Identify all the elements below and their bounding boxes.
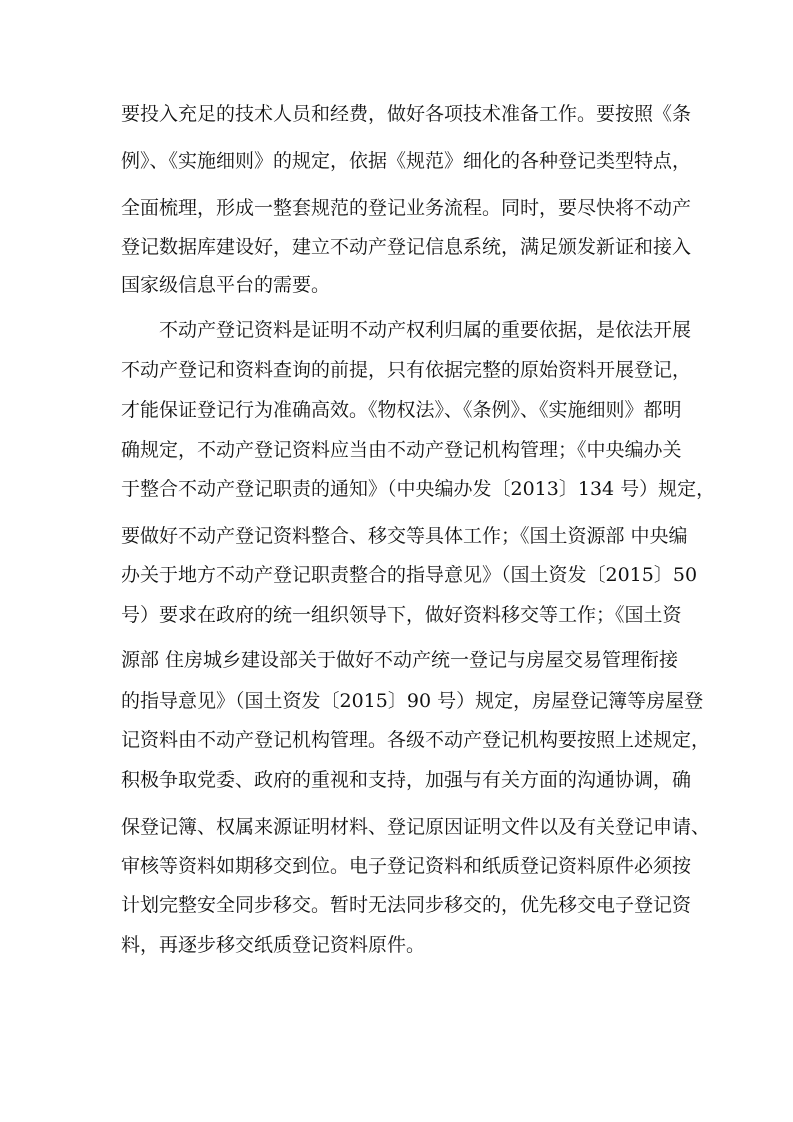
- paragraph-2-line: 确规定，不动产登记资料应当由不动产登记机构管理；《中央编办关: [121, 439, 682, 461]
- paragraph-1-line: 要投入充足的技术人员和经费，做好各项技术准备工作。要按照《条: [121, 103, 692, 125]
- paragraph-2-line: 源部 住房城乡建设部关于做好不动产统一登记与房屋交易管理衔接: [121, 649, 679, 671]
- paragraph-1-line: 国家级信息平台的需要。: [121, 274, 331, 296]
- paragraph-2-line: 计划完整安全同步移交。暂时无法同步移交的，优先移交电子登记资: [121, 894, 692, 916]
- paragraph-2-line: 才能保证登记行为准确高效。《物权法》、《条例》、《实施细则》都明: [121, 399, 682, 421]
- paragraph-2-line: 保登记簿、权属来源证明材料、登记原因证明文件以及有关登记申请、: [121, 816, 711, 838]
- paragraph-2-line: 的指导意见》（国土资发〔2015〕90 号）规定，房屋登记簿等房屋登: [121, 690, 704, 712]
- paragraph-2-line: 记资料由不动产登记机构管理。各级不动产登记机构要按照上述规定，: [121, 729, 711, 751]
- paragraph-2-line: 料，再逐步移交纸质登记资料原件。: [121, 934, 426, 956]
- paragraph-2-line: 不动产登记资料是证明不动产权利归属的重要依据，是依法开展: [159, 319, 692, 341]
- paragraph-2-line: 号）要求在政府的统一组织领导下，做好资料移交等工作；《国土资: [121, 604, 682, 626]
- paragraph-2-line: 审核等资料如期移交到位。电子登记资料和纸质登记资料原件必须按: [121, 855, 692, 877]
- paragraph-1-line: 登记数据库建设好，建立不动产登记信息系统，满足颁发新证和接入: [121, 236, 692, 258]
- paragraph-2-line: 不动产登记和资料查询的前提，只有依据完整的原始资料开展登记，: [121, 359, 692, 381]
- paragraph-1-line: 全面梳理，形成一整套规范的登记业务流程。同时，要尽快将不动产: [121, 197, 692, 219]
- paragraph-2-line: 积极争取党委、政府的重视和支持，加强与有关方面的沟通协调，确: [121, 769, 692, 791]
- paragraph-2-line: 要做好不动产登记资料整合、移交等具体工作；《国土资源部 中央编: [121, 525, 688, 547]
- paragraph-2-line: 于整合不动产登记职责的通知》（中央编办发〔2013〕134 号）规定，: [121, 478, 716, 500]
- paragraph-1-line: 例》、《实施细则》的规定，依据《规范》细化的各种登记类型特点，: [121, 150, 692, 172]
- paragraph-2-line: 办关于地方不动产登记职责整合的指导意见》（国土资发〔2015〕50: [121, 564, 698, 586]
